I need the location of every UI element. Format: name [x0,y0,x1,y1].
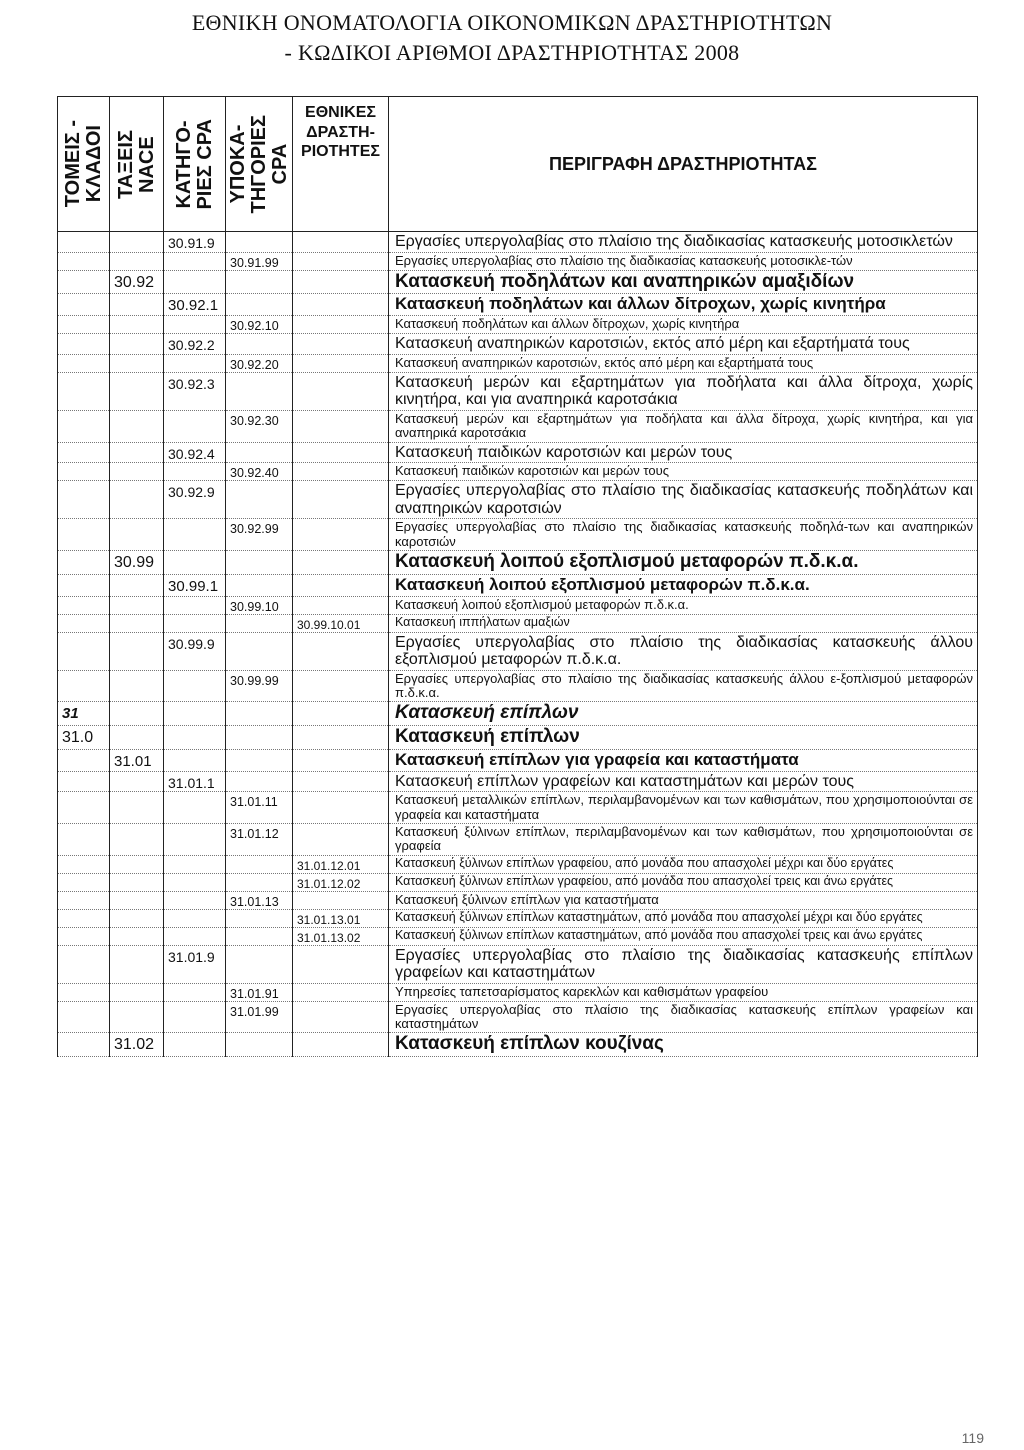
empty-cell [164,726,226,750]
activity-description: Κατασκευή λοιπού εξοπλισμού μεταφορών π.δ.κ.α. [389,574,978,596]
activity-description: Εργασίες υπεργολαβίας στο πλαίσιο της διαδικασίας κατασκευής μοτοσικλετών [389,232,978,253]
empty-cell [58,823,110,855]
activity-code: 30.92.10 [226,316,293,334]
empty-cell [58,481,110,519]
table-row [58,792,978,824]
empty-cell [58,945,110,983]
activity-code: 30.92 [110,270,164,294]
empty-cell [293,574,389,596]
empty-cell [164,354,226,372]
empty-cell [110,463,164,481]
activity-code: 30.92.3 [164,372,226,410]
table-row [58,519,978,551]
table-row [58,771,978,792]
table-row [58,1033,978,1057]
table-row [58,372,978,410]
activity-description: Κατασκευή ιππήλατων αμαξιών [389,614,978,632]
activity-description: Κατασκευή ποδηλάτων και άλλων δίτροχων, χωρίς κινητήρα [389,294,978,316]
empty-cell [58,574,110,596]
empty-cell [58,294,110,316]
empty-cell [58,372,110,410]
empty-cell [226,442,293,463]
activity-description: Κατασκευή μερών και εξαρτημάτων για ποδήλατα και άλλα δίτροχα, χωρίς κινητήρα, και για αναπηρικά καροτσάκια [389,372,978,410]
activity-description: Κατασκευή ξύλινων επίπλων γραφείου, από μονάδα που απασχολεί μέχρι και δύο εργάτες [389,855,978,873]
empty-cell [58,270,110,294]
empty-cell [293,550,389,574]
empty-cell [58,410,110,442]
activity-description: Κατασκευή ποδηλάτων και αναπηρικών αμαξιδίων [389,270,978,294]
empty-cell [226,334,293,355]
activity-code: 31.01.13 [226,891,293,909]
empty-cell [110,771,164,792]
empty-cell [164,823,226,855]
activity-code: 31.01.91 [226,983,293,1001]
empty-cell [58,354,110,372]
empty-cell [110,670,164,702]
empty-cell [293,316,389,334]
empty-cell [58,442,110,463]
empty-cell [226,614,293,632]
table-row [58,891,978,909]
table-row [58,1001,978,1033]
empty-cell [164,1033,226,1057]
empty-cell [164,252,226,270]
table-row [58,316,978,334]
activity-description: Εργασίες υπεργολαβίας στο πλαίσιο της διαδικασίας κατασκευής άλλου εξοπλισμού μεταφορών π.δ.κ.α. [389,632,978,670]
activity-code: 30.99.10.01 [293,614,389,632]
empty-cell [226,702,293,726]
activity-description: Κατασκευή ξύλινων επίπλων, περιλαμβανομένων και των καθισμάτων, που χρησιμοποιούνται σε γραφεία [389,823,978,855]
empty-cell [164,855,226,873]
activity-description: Εργασίες υπεργολαβίας στο πλαίσιο της διαδικασίας κατασκευής μοτοσικλε-τών [389,252,978,270]
empty-cell [110,481,164,519]
empty-cell [293,1033,389,1057]
activity-code: 31.01.99 [226,1001,293,1033]
empty-cell [110,909,164,927]
empty-cell [110,792,164,824]
empty-cell [293,442,389,463]
document-title: ΕΘΝΙΚΗ ΟΝΟΜΑΤΟΛΟΓΙΑ ΟΙΚΟΝΟΜΙΚΩΝ ΔΡΑΣΤΗΡΙΟΤΗΤΩΝ [191,10,833,35]
activity-code: 30.99.10 [226,596,293,614]
table-row [58,726,978,750]
empty-cell [58,909,110,927]
activity-code: 31.01.1 [164,771,226,792]
activity-description: Κατασκευή ξύλινων επίπλων γραφείου, από μονάδα που απασχολεί τρεις και άνω εργάτες [389,873,978,891]
activity-description: Κατασκευή αναπηρικών καροτσιών, εκτός από μέρη και εξαρτήματά τους [389,354,978,372]
empty-cell [164,702,226,726]
activity-description: Κατασκευή επίπλων κουζίνας [389,1033,978,1057]
activity-code: 31.01.12.02 [293,873,389,891]
page-number: 119 [961,1430,984,1446]
activity-code: 30.99 [110,550,164,574]
empty-cell [110,232,164,253]
empty-cell [58,873,110,891]
header-subcategories-label: ΥΠΟΚΑ- ΤΗΓΟΡΙΕΣ CPA [226,114,291,214]
empty-cell [164,519,226,551]
empty-cell [226,232,293,253]
table-row [58,702,978,726]
empty-cell [293,983,389,1001]
table-row [58,945,978,983]
empty-cell [293,891,389,909]
empty-cell [58,983,110,1001]
activity-description: Κατασκευή επίπλων [389,726,978,750]
empty-cell [110,372,164,410]
table-header-row [58,97,978,232]
empty-cell [58,596,110,614]
empty-cell [226,909,293,927]
empty-cell [110,632,164,670]
activity-description: Εργασίες υπεργολαβίας στο πλαίσιο της διαδικασίας κατασκευής ποδηλάτων και αναπηρικών καροτσιών [389,481,978,519]
empty-cell [110,574,164,596]
empty-cell [58,316,110,334]
activity-code: 31.01.12.01 [293,855,389,873]
activity-code: 30.92.9 [164,481,226,519]
empty-cell [58,927,110,945]
empty-cell [110,726,164,750]
empty-cell [110,614,164,632]
empty-cell [58,252,110,270]
empty-cell [293,632,389,670]
table-body [58,232,978,1057]
table-row [58,232,978,253]
empty-cell [293,750,389,772]
activity-description: Κατασκευή μεταλλικών επίπλων, περιλαμβανομένων και των καθισμάτων, που χρησιμοποιούνται σε γραφεία και καταστήματα [389,792,978,824]
table-row [58,354,978,372]
empty-cell [110,855,164,873]
table-row [58,614,978,632]
activity-description: Κατασκευή παιδικών καροτσιών και μερών τους [389,442,978,463]
empty-cell [164,983,226,1001]
table-row [58,670,978,702]
empty-cell [226,574,293,596]
empty-cell [58,463,110,481]
activity-description: Εργασίες υπεργολαβίας στο πλαίσιο της διαδικασίας κατασκευής επίπλων γραφείων και καταστημάτων [389,1001,978,1033]
empty-cell [110,442,164,463]
activity-code: 31.01 [110,750,164,772]
empty-cell [110,354,164,372]
empty-cell [293,334,389,355]
empty-cell [293,945,389,983]
empty-cell [226,726,293,750]
empty-cell [110,294,164,316]
empty-cell [293,702,389,726]
table-row [58,463,978,481]
empty-cell [226,632,293,670]
empty-cell [226,873,293,891]
table-row [58,334,978,355]
activity-description: Εργασίες υπεργολαβίας στο πλαίσιο της διαδικασίας κατασκευής ποδηλά-των και αναπηρικών καροτσιών [389,519,978,551]
empty-cell [293,372,389,410]
activity-code: 30.91.99 [226,252,293,270]
empty-cell [293,463,389,481]
activity-description: Κατασκευή παιδικών καροτσιών και μερών τους [389,463,978,481]
empty-cell [293,792,389,824]
empty-cell [293,270,389,294]
empty-cell [110,519,164,551]
activity-code: 30.99.1 [164,574,226,596]
table-row [58,270,978,294]
empty-cell [58,519,110,551]
empty-cell [293,823,389,855]
table-row [58,873,978,891]
empty-cell [164,909,226,927]
activity-description: Κατασκευή λοιπού εξοπλισμού μεταφορών π.δ.κ.α. [389,596,978,614]
header-subcategories [226,97,293,232]
empty-cell [226,270,293,294]
table-row [58,442,978,463]
empty-cell [293,519,389,551]
table-row [58,550,978,574]
empty-cell [164,550,226,574]
empty-cell [164,1001,226,1033]
empty-cell [293,481,389,519]
activity-description: Κατασκευή μερών και εξαρτημάτων για ποδήλατα και άλλα δίτροχα, χωρίς κινητήρα, και για αναπηρικά καροτσάκια [389,410,978,442]
empty-cell [58,334,110,355]
activity-code: 31 [58,702,110,726]
activity-description: Κατασκευή επίπλων γραφείων και καταστημάτων και μερών τους [389,771,978,792]
empty-cell [164,410,226,442]
header-classes [110,97,164,232]
empty-cell [164,316,226,334]
activity-description: Υπηρεσίες ταπετσαρίσματος καρεκλών και καθισμάτων γραφείου [389,983,978,1001]
activity-code: 30.99.9 [164,632,226,670]
empty-cell [58,855,110,873]
table-row [58,596,978,614]
empty-cell [226,771,293,792]
empty-cell [226,855,293,873]
table-row [58,410,978,442]
empty-cell [226,750,293,772]
empty-cell [293,596,389,614]
header-categories-label: ΚΑΤΗΓΟ- ΡΙΕΣ CPA [172,118,216,210]
empty-cell [293,726,389,750]
empty-cell [110,316,164,334]
empty-cell [226,927,293,945]
activity-code: 31.0 [58,726,110,750]
activity-code: 30.92.40 [226,463,293,481]
activity-code: 30.92.4 [164,442,226,463]
header-classes-label: ΤΑΞΕΙΣ NACE [114,129,158,199]
empty-cell [293,252,389,270]
table-row [58,574,978,596]
empty-cell [226,372,293,410]
empty-cell [226,945,293,983]
empty-cell [164,873,226,891]
empty-cell [164,750,226,772]
empty-cell [58,792,110,824]
activity-description: Κατασκευή ποδηλάτων και άλλων δίτροχων, χωρίς κινητήρα [389,316,978,334]
header-sectors-label: ΤΟΜΕΙΣ - ΚΛΑΔΟΙ [61,120,105,208]
table-row [58,252,978,270]
empty-cell [110,252,164,270]
header-national-label: ΕΘΝΙΚΕΣ ΔΡΑΣΤΗ- ΡΙΟΤΗΤΕΣ [301,104,380,161]
table-row [58,927,978,945]
table-row [58,909,978,927]
empty-cell [58,614,110,632]
activity-description: Κατασκευή ξύλινων επίπλων καταστημάτων, από μονάδα που απασχολεί μέχρι και δύο εργάτες [389,909,978,927]
empty-cell [293,232,389,253]
empty-cell [226,550,293,574]
empty-cell [110,945,164,983]
table-row [58,983,978,1001]
empty-cell [58,632,110,670]
empty-cell [110,1001,164,1033]
header-description: ΠΕΡΙΓΡΑΦΗ ΔΡΑΣΤΗΡΙΟΤΗΤΑΣ [389,97,978,232]
activity-code: 30.91.9 [164,232,226,253]
table-row [58,823,978,855]
empty-cell [110,334,164,355]
activity-codes-table [57,96,978,1057]
empty-cell [110,873,164,891]
empty-cell [293,670,389,702]
empty-cell [164,670,226,702]
empty-cell [293,410,389,442]
empty-cell [164,614,226,632]
activity-code: 31.01.13.01 [293,909,389,927]
activity-description: Κατασκευή επίπλων για γραφεία και καταστήματα [389,750,978,772]
empty-cell [164,927,226,945]
activity-description: Κατασκευή αναπηρικών καροτσιών, εκτός από μέρη και εξαρτήματά τους [389,334,978,355]
empty-cell [58,1033,110,1057]
activity-description: Εργασίες υπεργολαβίας στο πλαίσιο της διαδικασίας κατασκευής άλλου ε-ξοπλισμού μεταφορών π.δ.κ.α. [389,670,978,702]
empty-cell [110,823,164,855]
empty-cell [164,891,226,909]
table-row [58,750,978,772]
activity-code: 31.01.11 [226,792,293,824]
empty-cell [58,550,110,574]
empty-cell [58,891,110,909]
empty-cell [164,596,226,614]
empty-cell [293,1001,389,1033]
empty-cell [58,670,110,702]
activity-code: 31.02 [110,1033,164,1057]
empty-cell [58,1001,110,1033]
table-row [58,481,978,519]
activity-description: Κατασκευή λοιπού εξοπλισμού μεταφορών π.δ.κ.α. [389,550,978,574]
empty-cell [58,232,110,253]
table-row [58,855,978,873]
activity-description: Κατασκευή ξύλινων επίπλων για καταστήματα [389,891,978,909]
empty-cell [164,270,226,294]
empty-cell [293,771,389,792]
activity-code: 31.01.13.02 [293,927,389,945]
activity-code: 30.92.2 [164,334,226,355]
header-sectors [58,97,110,232]
empty-cell [110,927,164,945]
activity-code: 30.92.30 [226,410,293,442]
empty-cell [164,463,226,481]
empty-cell [226,481,293,519]
empty-cell [110,702,164,726]
empty-cell [110,410,164,442]
empty-cell [58,750,110,772]
header-categories [164,97,226,232]
table-row [58,294,978,316]
activity-code: 31.01.9 [164,945,226,983]
empty-cell [110,983,164,1001]
empty-cell [293,294,389,316]
empty-cell [110,891,164,909]
empty-cell [293,354,389,372]
activity-code: 30.92.20 [226,354,293,372]
empty-cell [110,596,164,614]
empty-cell [226,294,293,316]
empty-cell [226,1033,293,1057]
activity-description: Εργασίες υπεργολαβίας στο πλαίσιο της διαδικασίας κατασκευής επίπλων γραφείων και καταστημάτων [389,945,978,983]
activity-description: Κατασκευή επίπλων [389,702,978,726]
activity-code: 30.99.99 [226,670,293,702]
document-subtitle: - ΚΩΔΙΚΟΙ ΑΡΙΘΜΟΙ ΔΡΑΣΤΗΡΙΟΤΗΤΑΣ 2008 [284,40,740,65]
activity-description: Κατασκευή ξύλινων επίπλων καταστημάτων, από μονάδα που απασχολεί τρεις και άνω εργάτες [389,927,978,945]
activity-code: 30.92.1 [164,294,226,316]
activity-code: 30.92.99 [226,519,293,551]
activity-code: 31.01.12 [226,823,293,855]
empty-cell [164,792,226,824]
empty-cell [58,771,110,792]
table-row [58,632,978,670]
header-national [293,97,389,232]
